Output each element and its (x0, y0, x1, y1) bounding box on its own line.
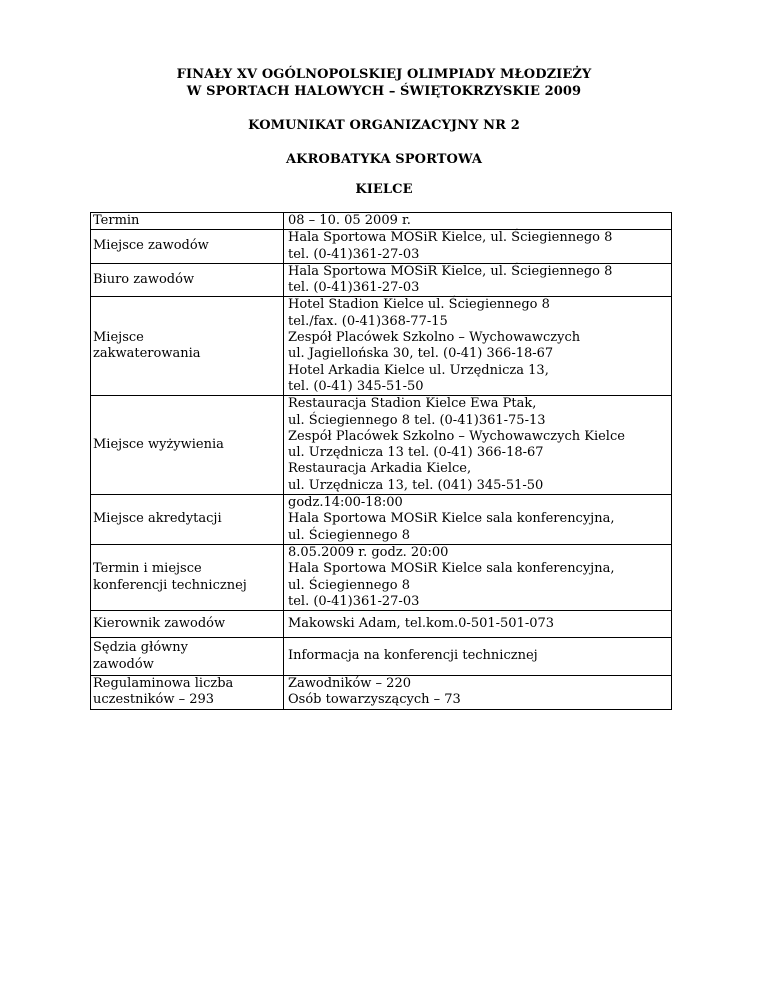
row-value-line: ul. Urzędnicza 13 tel. (0-41) 366-18-67 (288, 445, 544, 461)
row-value-line: Hala Sportowa MOSiR Kielce sala konferencyjna, (288, 511, 615, 527)
row-label-line: Miejsce wyżywienia (93, 437, 224, 452)
row-value (284, 495, 672, 545)
table-row (91, 544, 672, 610)
table-row (91, 495, 672, 545)
row-label-line: Miejsce zawodów (93, 238, 209, 254)
table-row (91, 263, 672, 297)
row-value-line: Hala Sportowa MOSiR Kielce sala konferencyjna, (288, 561, 615, 577)
row-label-line: uczestników – 293 (93, 692, 215, 708)
row-label-line: zawodów (93, 656, 154, 672)
row-label-line: Regulaminowa liczba (93, 676, 234, 692)
row-value (284, 676, 672, 710)
row-value-line: Makowski Adam, tel.kom.0-501-501-073 (288, 615, 555, 631)
communique-title: KOMUNIKAT ORGANIZACYJNY NR 2 (248, 118, 520, 133)
row-label (91, 396, 284, 495)
row-value-line: godz.14:00-18:00 (288, 495, 403, 511)
row-label-line: Miejsce akredytacji (93, 511, 222, 527)
row-value-line: ul. Ściegiennego 8 (288, 577, 410, 593)
row-value-line: tel. (0-41)361-27-03 (288, 593, 420, 609)
row-label (91, 230, 284, 264)
row-value-line: tel./fax. (0-41)368-77-15 (288, 313, 448, 329)
row-value-line: ul. Jagiellońska 30, tel. (0-41) 366-18-67 (288, 346, 554, 362)
row-value-line: Hala Sportowa MOSiR Kielce, ul. Ściegiennego 8 (288, 230, 613, 246)
row-value-line: Zespół Placówek Szkolno – Wychowawczych (288, 330, 581, 346)
row-value-line: Informacja na konferencji technicznej (288, 648, 538, 664)
city-title: KIELCE (355, 182, 413, 197)
row-value-line: Hotel Stadion Kielce ul. Ściegiennego 8 (288, 297, 550, 313)
row-value (284, 611, 672, 638)
row-value (284, 263, 672, 297)
row-label-line: konferencji technicznej (93, 577, 247, 593)
row-label-line: Biuro zawodów (93, 272, 195, 288)
row-value-line: Zespół Placówek Szkolno – Wychowawczych Kielce (288, 428, 625, 444)
table-row (91, 297, 672, 396)
row-label-line: Miejsce (93, 330, 144, 346)
table-row (91, 213, 672, 230)
row-value (284, 213, 672, 230)
row-label (91, 611, 284, 638)
row-label (91, 638, 284, 676)
row-value (284, 230, 672, 264)
row-value-line: Hotel Arkadia Kielce ul. Urzędnicza 13, (288, 362, 549, 378)
row-value-line: Hala Sportowa MOSiR Kielce, ul. Ściegiennego 8 (288, 263, 613, 279)
discipline-title: AKROBATYKA SPORTOWA (285, 152, 483, 167)
row-value-line: Osób towarzyszących – 73 (288, 692, 461, 708)
row-label-line: Termin i miejsce (93, 561, 202, 577)
row-label-line: zakwaterowania (93, 346, 201, 362)
row-value-line: Restauracja Stadion Kielce Ewa Ptak, (288, 396, 537, 412)
table-row (91, 638, 672, 676)
row-value-line: tel. (0-41)361-27-03 (288, 246, 420, 262)
row-label-line: Kierownik zawodów (93, 615, 226, 631)
table-row (91, 676, 672, 710)
row-value-line: tel. (0-41) 345-51-50 (288, 378, 424, 394)
row-label (91, 544, 284, 610)
table-row (91, 396, 672, 495)
row-value-line: Restauracja Arkadia Kielce, (288, 461, 472, 477)
row-value-line: 8.05.2009 r. godz. 20:00 (288, 544, 449, 560)
title-line-1: FINAŁY XV OGÓLNOPOLSKIEJ OLIMPIADY MŁODZIEŻY (176, 67, 592, 82)
row-value (284, 638, 672, 676)
info-table (90, 212, 672, 710)
row-label (91, 213, 284, 230)
row-value-line: ul. Ściegiennego 8 (288, 527, 410, 543)
row-value-line: tel. (0-41)361-27-03 (288, 280, 420, 296)
table-row (91, 230, 672, 264)
info-table-body (91, 213, 672, 710)
row-value-line: 08 – 10. 05 2009 r. (288, 213, 411, 228)
title-line-2: W SPORTACH HALOWYCH – ŚWIĘTOKRZYSKIE 2009 (186, 84, 582, 99)
row-value (284, 297, 672, 396)
row-label (91, 676, 284, 710)
row-label (91, 495, 284, 545)
row-value (284, 396, 672, 495)
row-value-line: Zawodników – 220 (288, 676, 411, 692)
row-value (284, 544, 672, 610)
row-label-line: Sędzia główny (93, 640, 189, 656)
row-label (91, 297, 284, 396)
row-label (91, 263, 284, 297)
row-value-line: ul. Urzędnicza 13, tel. (041) 345-51-50 (288, 477, 544, 493)
row-value-line: ul. Ściegiennego 8 tel. (0-41)361-75-13 (288, 412, 546, 428)
table-row (91, 611, 672, 638)
row-label-line: Termin (93, 213, 140, 228)
